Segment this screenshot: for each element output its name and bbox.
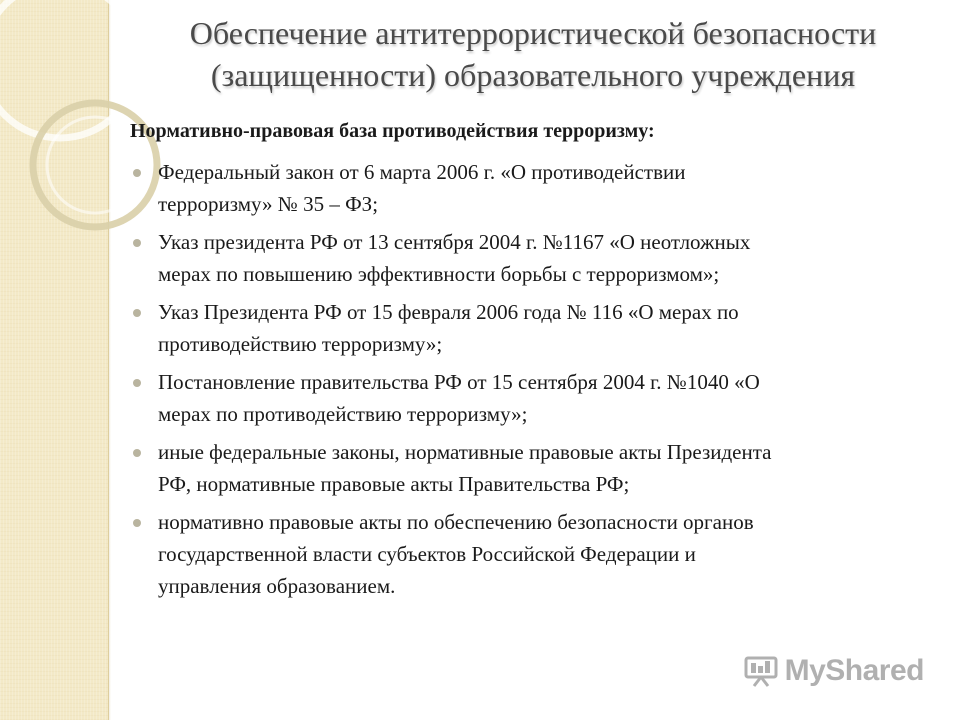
bullet-dot-icon [133, 239, 141, 247]
list-item [130, 506, 950, 602]
list-item-line: терроризму» № 35 – ФЗ; [158, 192, 379, 216]
decorative-side-band [0, 0, 109, 720]
list-item [130, 366, 950, 430]
list-item [130, 296, 950, 360]
list-item-line: иные федеральные законы, нормативные правовые акты Президента [158, 440, 772, 464]
law-list [130, 156, 950, 608]
list-item [130, 156, 950, 220]
list-item-line: противодействию терроризму»; [158, 332, 443, 356]
projector-screen-icon [743, 655, 779, 687]
bullet-dot-icon [133, 519, 141, 527]
bullet-dot-icon [133, 449, 141, 457]
side-band-edge [108, 0, 111, 720]
list-item-line: Указ президента РФ от 13 сентября 2004 г. №1167 «О неотложных [158, 230, 751, 254]
myshared-watermark-link[interactable] [743, 654, 924, 688]
page-title [118, 12, 948, 96]
list-item-line: Федеральный закон от 6 марта 2006 г. «О противодействии [158, 160, 686, 184]
bullet-dot-icon [133, 379, 141, 387]
page-title-line-2: (защищенности) образовательного учреждения [210, 57, 856, 93]
list-item-line: нормативно правовые акты по обеспечению безопасности органов [158, 510, 754, 534]
list-item-line: РФ, нормативные правовые акты Правительства РФ; [158, 472, 630, 496]
list-item-line: Указ Президента РФ от 15 февраля 2006 года № 116 «О мерах по [158, 300, 739, 324]
list-item-line: государственной власти субъектов Российской Федерации и [158, 542, 696, 566]
page-title-line-1: Обеспечение антитеррористической безопасности [189, 15, 877, 51]
list-item-line: управления образованием. [158, 574, 396, 598]
list-item [130, 436, 950, 500]
list-item [130, 226, 950, 290]
bullet-dot-icon [133, 169, 141, 177]
section-heading: Нормативно-правовая база противодействия терроризму: [130, 120, 655, 142]
list-item-line: мерах по повышению эффективности борьбы с терроризмом»; [158, 262, 720, 286]
list-item-line: Постановление правительства РФ от 15 сентября 2004 г. №1040 «О [158, 370, 760, 394]
bullet-dot-icon [133, 309, 141, 317]
watermark-text: MyShared [784, 654, 924, 687]
list-item-line: мерах по противодействию терроризму»; [158, 402, 528, 426]
